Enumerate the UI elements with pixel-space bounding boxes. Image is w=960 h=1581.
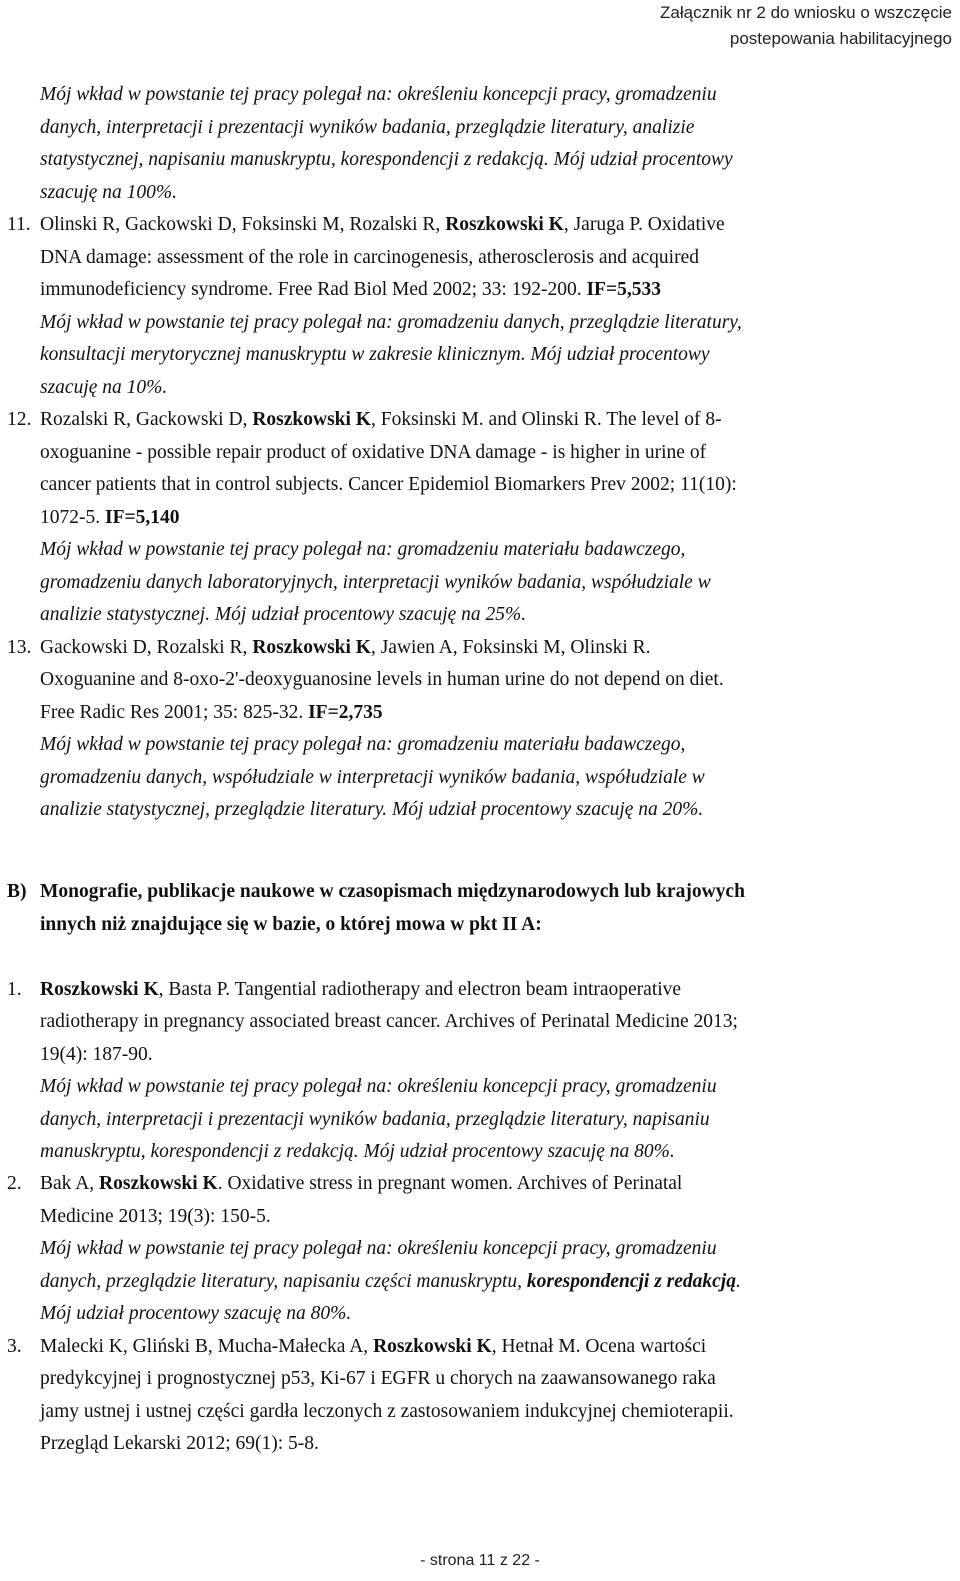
- entry-13-contribution-3: analizie statystycznej, przeglądzie literatury. Mój udział procentowy szacuję na 20%.: [40, 799, 704, 820]
- b3-line-3: jamy ustnej i ustnej części gardła leczonych z zastosowaniem indukcyjnej chemioterapii.: [40, 1401, 734, 1422]
- entry-12-line-3: cancer patients that in control subjects. Cancer Epidemiol Biomarkers Prev 2002; 11(10):: [40, 474, 737, 495]
- b1-number: 1.: [7, 979, 22, 1000]
- entry-11-impact-factor: IF=5,533: [586, 279, 661, 300]
- b1-contribution-1: Mój wkład w powstanie tej pracy polegał na: określeniu koncepcji pracy, gromadzeniu: [40, 1076, 717, 1097]
- b2-contribution-3: Mój udział procentowy szacuję na 80%.: [40, 1303, 352, 1324]
- b1-contribution-3: manuskryptu, korespondencji z redakcją. Mój udział procentowy szacuję na 80%.: [40, 1141, 675, 1162]
- b1-contribution-2: danych, interpretacji i prezentacji wyników badania, przeglądzie literatury, napisaniu: [40, 1109, 710, 1130]
- b2-authors: Bak A, Roszkowski K. Oxidative stress in pregnant women. Archives of Perinatal: [40, 1173, 683, 1194]
- entry-12-line-4: 1072-5. IF=5,140: [40, 507, 180, 528]
- entry-12-impact-factor: IF=5,140: [105, 507, 180, 528]
- intro-line-2: danych, interpretacji i prezentacji wyników badania, przeglądzie literatury, analizie: [40, 117, 695, 138]
- entry-13-number: 13.: [7, 637, 32, 658]
- entry-13-contribution-2: gromadzeniu danych, współudziale w interpretacji wyników badania, współudziale w: [40, 767, 705, 788]
- b3-authors: Malecki K, Gliński B, Mucha-Małecka A, Roszkowski K, Hetnał M. Ocena wartości: [40, 1336, 707, 1357]
- entry-12-contribution-1: Mój wkład w powstanie tej pracy polegał na: gromadzeniu materiału badawczego,: [40, 539, 686, 560]
- entry-13-authors: Gackowski D, Rozalski R, Roszkowski K, Jawien A, Foksinski M, Olinski R.: [40, 637, 651, 658]
- entry-11-contribution-3: szacuję na 10%.: [40, 377, 168, 398]
- entry-13-contribution-1: Mój wkład w powstanie tej pracy polegał na: gromadzeniu materiału badawczego,: [40, 734, 686, 755]
- b2-line-2: Medicine 2013; 19(3): 150-5.: [40, 1206, 271, 1227]
- section-b-title-2: innych niż znajdujące się w bazie, o której mowa w pkt II A:: [40, 914, 542, 935]
- entry-13-line-3: Free Radic Res 2001; 35: 825-32. IF=2,735: [40, 702, 383, 723]
- b3-line-2: predykcyjnej i prognostycznej p53, Ki-67 i EGFR u chorych na zaawansowanego raka: [40, 1368, 716, 1389]
- section-b-title-1: Monografie, publikacje naukowe w czasopismach międzynarodowych lub krajowych: [40, 881, 745, 902]
- entry-12-line-2: oxoguanine - possible repair product of oxidative DNA damage - is higher in urine of: [40, 442, 707, 463]
- entry-13-line-2: Oxoguanine and 8-oxo-2'-deoxyguanosine levels in human urine do not depend on diet.: [40, 669, 724, 690]
- entry-12-number: 12.: [7, 409, 32, 430]
- intro-line-3: statystycznej, napisaniu manuskryptu, korespondencji z redakcją. Mój udział procentowy: [40, 149, 733, 170]
- b2-contribution-2: danych, przeglądzie literatury, napisaniu części manuskryptu, korespondencji z redakcją.: [40, 1271, 741, 1292]
- entry-12-contribution-3: analizie statystycznej. Mój udział procentowy szacuję na 25%.: [40, 604, 527, 625]
- entry-12-contribution-2: gromadzeniu danych laboratoryjnych, interpretacji wyników badania, współudziale w: [40, 572, 711, 593]
- b1-line-2: radiotherapy in pregnancy associated breast cancer. Archives of Perinatal Medicine 2013;: [40, 1011, 738, 1032]
- entry-12-authors: Rozalski R, Gackowski D, Roszkowski K, Foksinski M. and Olinski R. The level of 8-: [40, 409, 722, 430]
- entry-11-number: 11.: [7, 214, 31, 235]
- page-number: - strona 11 z 22 -: [420, 1552, 540, 1569]
- b1-authors: Roszkowski K, Basta P. Tangential radiotherapy and electron beam intraoperative: [40, 979, 682, 1000]
- page-header: [660, 0, 952, 52]
- entry-11-authors: Olinski R, Gackowski D, Foksinski M, Rozalski R, Roszkowski K, Jaruga P. Oxidative: [40, 214, 725, 235]
- intro-line-4: szacuję na 100%.: [40, 182, 178, 203]
- entry-11-line-3: immunodeficiency syndrome. Free Rad Biol Med 2002; 33: 192-200. IF=5,533: [40, 279, 661, 300]
- section-b-label: B): [7, 881, 27, 902]
- b3-number: 3.: [7, 1336, 22, 1357]
- entry-11-line-2: DNA damage: assessment of the role in carcinogenesis, atherosclerosis and acquired: [40, 247, 699, 268]
- b2-number: 2.: [7, 1173, 22, 1194]
- b2-contribution-1: Mój wkład w powstanie tej pracy polegał na: określeniu koncepcji pracy, gromadzeniu: [40, 1238, 717, 1259]
- b3-line-4: Przegląd Lekarski 2012; 69(1): 5-8.: [40, 1433, 319, 1454]
- header-line-2: postepowania habilitacyjnego: [729, 29, 952, 48]
- intro-line-1: Mój wkład w powstanie tej pracy polegał na: określeniu koncepcji pracy, gromadzeniu: [40, 84, 717, 105]
- entry-11-contribution-1: Mój wkład w powstanie tej pracy polegał na: gromadzeniu danych, przeglądzie literatury,: [40, 312, 742, 333]
- entry-13-impact-factor: IF=2,735: [308, 702, 383, 723]
- entry-11-contribution-2: konsultacji merytorycznej manuskryptu w zakresie klinicznym. Mój udział procentowy: [40, 344, 710, 365]
- b1-line-3: 19(4): 187-90.: [40, 1044, 153, 1065]
- header-line-1: Załącznik nr 2 do wniosku o wszczęcie: [660, 3, 952, 22]
